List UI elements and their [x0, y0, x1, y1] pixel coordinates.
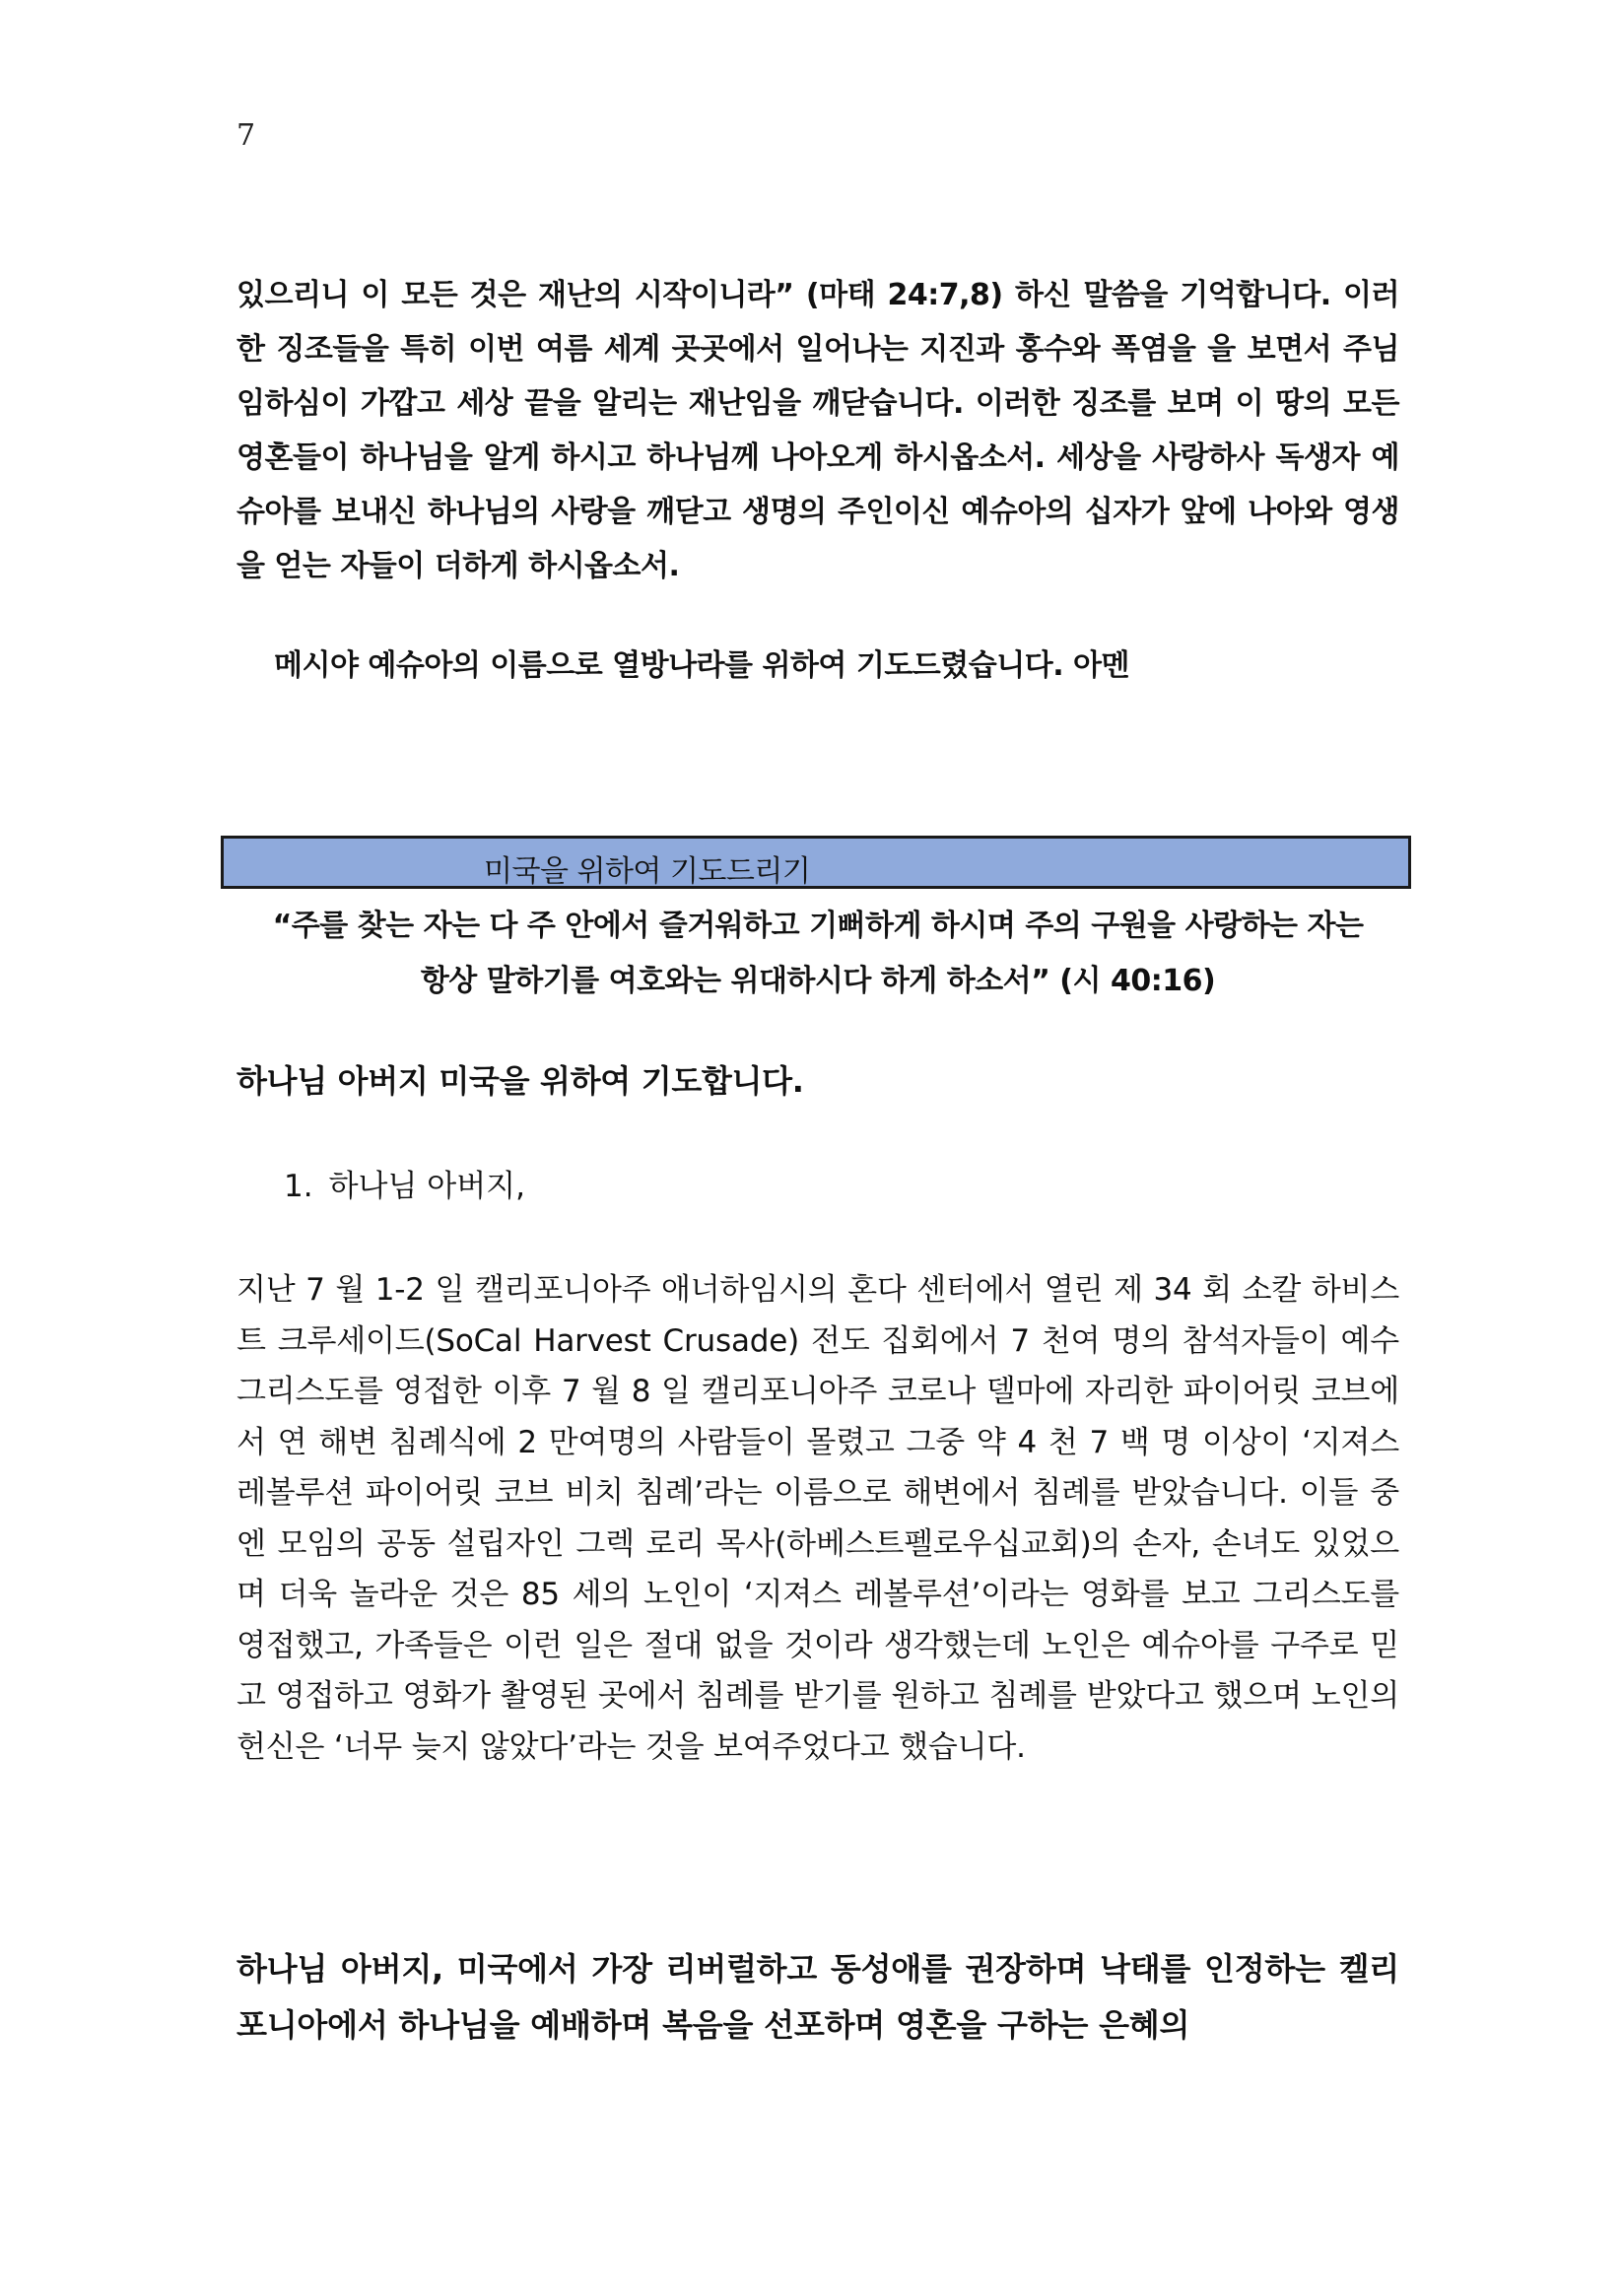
body-paragraph: 지난 7 월 1-2 일 캘리포니아주 애너하임시의 혼다 센터에서 열린 제 34 회 소칼 하비스트 크루세이드(SoCal Harvest Crusade) 전도 집회에서 7 천여 명의 참석자들이 예수 그리스도를 영접한 이후 7 월 8 일 캘리포니아주 코로나 델마에 자리한 파이어릿 코브에서 연 해변 침례식에 2 만여명의 사람들이 몰렸고 그중 약 4 천 7 백 명 이상이 ‘지져스 레볼루션 파이어릿 코브 비치 침례’라는 이름으로 해변에서 침례를 받았습니다. 이들 중엔 모임의 공동 설립자인 그렉 로리 목사(하베스트펠로우십교회)의 손자, 손녀도 있었으며 더욱 놀라운 것은 85 세의 노인이 ‘지져스 레볼루션’이라는 영화를 보고 그리스도를 영접했고, 가족들은 이런 일은 절대 없을 것이라 생각했는데 노인은 예슈아를 구주로 믿고 영접하고 영화가 촬영된 곳에서 침례를 받기를 원하고 침례를 받았다고 했으며 노인의 헌신은 ‘너무 늦지 않았다’라는 것을 보여주었다고 했습니다. — [237, 1272, 1399, 1765]
final-paragraph: 하나님 아버지, 미국에서 가장 리버럴하고 동성애를 권장하며 낙태를 인정하는 켈리포니아에서 하나님을 예배하며 복음을 선포하며 영혼을 구하는 은혜의 — [237, 1950, 1399, 2044]
scripture-verse — [237, 899, 1399, 1009]
list-item-text: 하나님 아버지, — [328, 1169, 525, 1204]
intro-paragraph: 있으리니 이 모든 것은 재난의 시작이니라” (마태 24:7,8) 하신 말씀을 기억합니다. 이러한 징조들을 특히 이번 여름 세계 곳곳에서 일어나는 지진과 홍수와 폭염을 을 보면서 주님 임하심이 가깝고 세상 끝을 알리는 재난임을 깨닫습니다. 이러한 징조를 보며 이 땅의 모든 영혼들이 하나님을 알게 하시고 하나님께 나아오게 하시옵소서. 세상을 사랑하사 독생자 예슈아를 보내신 하나님의 사랑을 깨닫고 생명의 주인이신 예슈아의 십자가 앞에 나아와 영생을 얻는 자들이 더하게 하시옵소서. — [237, 278, 1399, 583]
verse-line-1: “주를 찾는 자는 다 주 안에서 즐거워하고 기뻐하게 하시며 주의 구원을 사랑하는 자는 — [272, 909, 1364, 943]
closing-prayer-line: 메시야 예슈아의 이름으로 열방나라를 위하여 기도드렸습니다. 아멘 — [274, 648, 1130, 683]
section-title-box — [221, 836, 1411, 889]
section-title: 미국을 위하여 기도드리기 — [484, 854, 811, 889]
prayer-heading: 하나님 아버지 미국을 위하여 기도합니다. — [237, 1062, 804, 1100]
list-item — [284, 1161, 525, 1205]
list-item-number: 1. — [284, 1169, 313, 1204]
verse-line-2: 항상 말하기를 여호와는 위대하시다 하게 하소서” (시 40:16) — [420, 964, 1216, 998]
page-number: 7 — [237, 118, 256, 153]
